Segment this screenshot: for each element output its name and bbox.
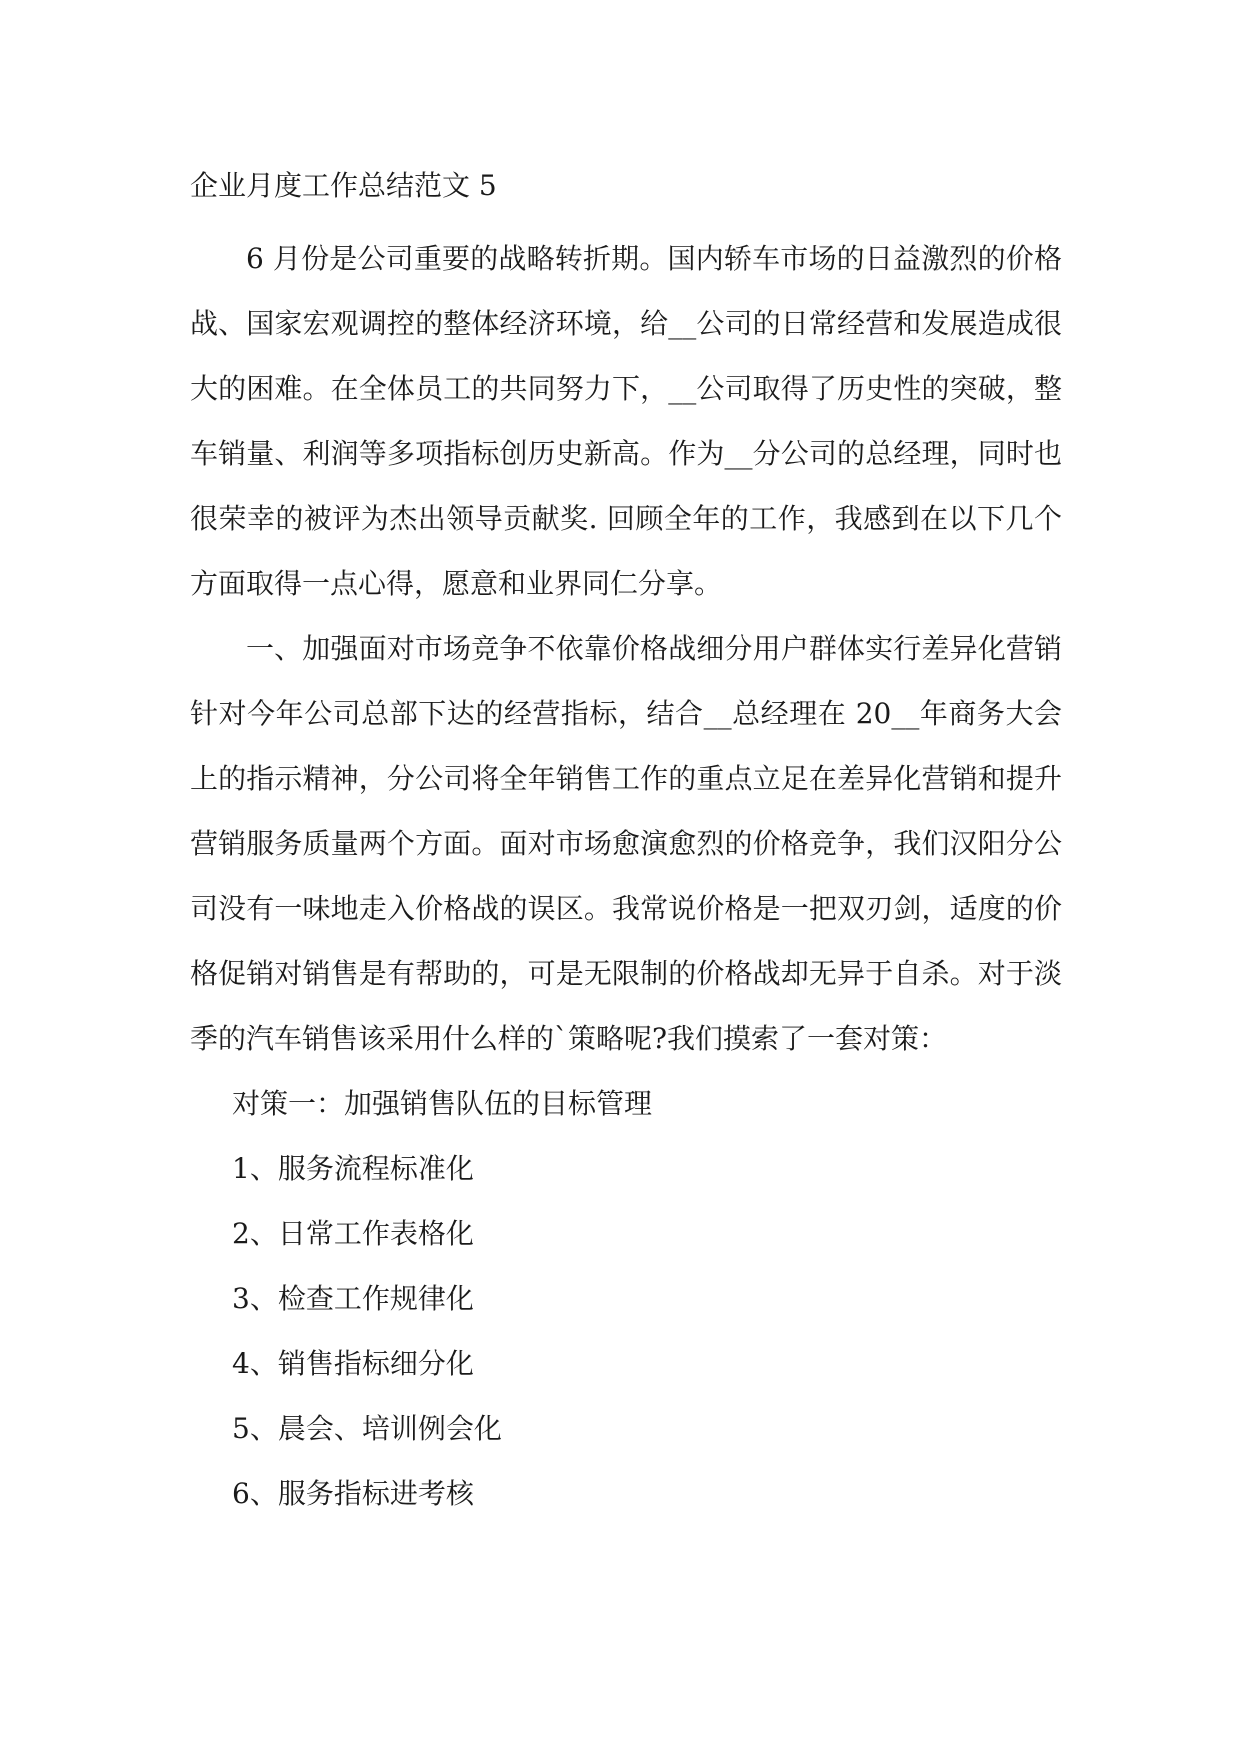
list-item: 6、服务指标进考核 (232, 1477, 474, 1510)
document-body (190, 160, 1062, 1526)
document-title: 企业月度工作总结范文 5 (190, 169, 497, 202)
list-item: 5、晨会、培训例会化 (232, 1412, 502, 1445)
paragraph-intro: 6 月份是公司重要的战略转折期。国内轿车市场的日益激烈的价格战、国家宏观调控的整体经济环境，给__公司的日常经营和发展造成很大的困难。在全体员工的共同努力下，__公司取得了历史性的突破，整车销量、利润等多项指标创历史新高。作为__分公司的总经理，同时也很荣幸的被评为杰出领导贡献奖. 回顾全年的工作，我感到在以下几个方面取得一点心得，愿意和业界同仁分享。 (190, 242, 1062, 600)
strategy-list (190, 1136, 1062, 1526)
strategy-heading: 对策一：加强销售队伍的目标管理 (232, 1087, 653, 1120)
list-item: 1、服务流程标准化 (232, 1152, 474, 1185)
list-item: 4、销售指标细分化 (232, 1347, 474, 1380)
paragraph-section-one: 一、加强面对市场竞争不依靠价格战细分用户群体实行差异化营销针对今年公司总部下达的经营指标，结合__总经理在 20__年商务大会上的指示精神，分公司将全年销售工作的重点立足在差异化营销和提升营销服务质量两个方面。面对市场愈演愈烈的价格竞争，我们汉阳分公司没有一味地走入价格战的误区。我常说价格是一把双刃剑，适度的价格促销对销售是有帮助的，可是无限制的价格战却无异于自杀。对于淡季的汽车销售该采用什么样的`策略呢?我们摸索了一套对策： (190, 632, 1062, 1055)
list-item: 2、日常工作表格化 (232, 1217, 474, 1250)
list-item: 3、检查工作规律化 (232, 1282, 474, 1315)
